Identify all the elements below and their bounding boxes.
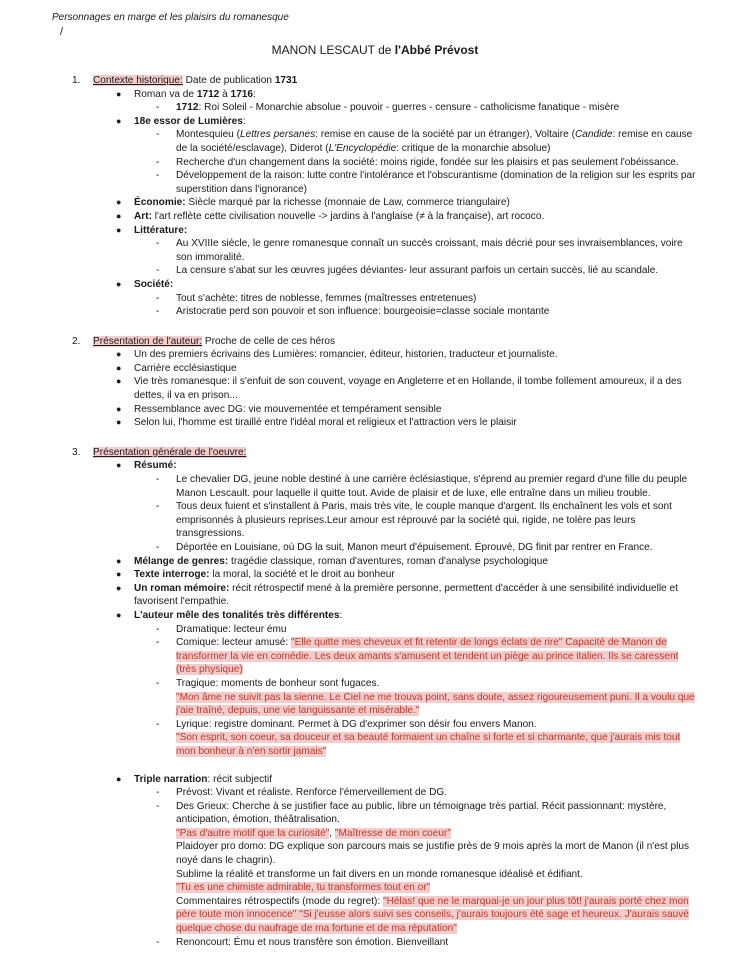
dash-icon: - <box>156 800 160 812</box>
text: récit rétrospectif mené à la première personne, permettent d'accéder à une sensibilité individuelle et favorisent l'empathie. <box>134 582 678 608</box>
list-item <box>0 362 750 376</box>
label: Mélange de genres: <box>134 555 229 567</box>
label: 18e essor de Lumières <box>134 115 243 127</box>
paragraph-line <box>0 895 750 936</box>
dash-icon: - <box>156 474 160 486</box>
text: l'art reflète cette civilisation nouvelle -> jardins à l'anglaise (≠ à la française), art rococo. <box>151 210 545 222</box>
year: 1712 <box>176 102 199 114</box>
spacer <box>0 430 750 444</box>
text: Vie très romanesque: il s'enfuit de son couvent, voyage en Angleterre et en Hollande, il tombe follement amoureux, il a des dettes, il va en prison... <box>134 376 682 402</box>
bullet-icon: ● <box>116 278 122 289</box>
label: Triple narration <box>134 773 208 785</box>
section-subtitle: Date de publication <box>182 75 275 86</box>
sub-list-item <box>0 786 750 800</box>
bullet-icon: ● <box>116 460 122 471</box>
highlighted-quote: "Elle quitte mes cheveux et fit retentir de longs éclats de rire" Capacité de Manon de transformer la vie en comédie. Les deux amants s'amusent et tendent un piège au prince italien. Ils se caressent (très physique) <box>176 637 679 676</box>
text: Le chevalier DG, jeune noble destiné à une carrière éclésiastique, s'éprend au premier regard d'une fille du peuple Manon Lescault. pour laquelle il quitte tout. Avide de plaisir et de luxe, elle entraîne dans un milieu trouble. <box>176 474 688 499</box>
dash-icon: - <box>156 623 160 635</box>
bullet-icon: ● <box>116 582 122 593</box>
sub-list-item <box>0 128 750 155</box>
title-prefix: MANON LESCAUT de <box>271 43 395 57</box>
text: : <box>339 609 343 621</box>
dash-icon: - <box>156 156 160 168</box>
text: Dramatique: lecteur ému <box>176 623 287 635</box>
quote-line <box>0 827 750 841</box>
list-item <box>0 224 750 238</box>
text: : remise en cause de la société/esclavage), Diderot ( <box>176 129 693 154</box>
bullet-icon: ● <box>116 115 122 126</box>
bullet-icon: ● <box>116 349 122 360</box>
label: L'auteur mêle des tonalités très différentes <box>134 609 340 621</box>
spacer <box>0 759 750 773</box>
list-item <box>0 278 750 292</box>
label: Économie: <box>134 197 186 209</box>
list-item <box>0 196 750 210</box>
bullet-icon: ● <box>116 197 122 208</box>
highlighted-quote: "Son esprit, son coeur, sa douceur et sa beauté formaient un chaîne si forte et si charmante, que j'aurais mis tout mon bonheur à n'en sortir jamais" <box>176 732 681 757</box>
text: Plaidoyer pro domo: DG explique son parcours mais se justifie près de 9 mois après la mort de Manon (il n'est plus noyé dans le chagrin). <box>176 841 690 867</box>
spacer <box>0 319 750 333</box>
dash-icon: - <box>156 129 160 141</box>
text: la moral, la société et le droit au bonheur <box>209 569 395 581</box>
highlighted-quote: "Hélas! que ne le marquai-je un jour plus tôt! j'aurais porté chez mon père toute mon innocence" "Si j'eusse alors suivi ses conseils, j'aurais toujours été sage et heureux. J'aurais sauvé quelque chose du naufrage de ma fortune et de ma réputation" <box>176 895 689 935</box>
dash-icon: - <box>156 292 160 304</box>
label: Un roman mémoire: <box>134 582 230 594</box>
text: Un des premiers écrivains des Lumières: romancier, éditeur, historien, traducteur et journaliste. <box>134 349 558 361</box>
text: , <box>329 827 335 839</box>
bullet-icon: ● <box>116 224 122 235</box>
text: tragédie classique, roman d'aventures, roman d'analyse psychologique <box>228 555 549 567</box>
dash-icon: - <box>156 936 160 948</box>
list-item <box>0 88 750 102</box>
quote-line <box>0 691 750 718</box>
sub-list-item <box>0 264 750 278</box>
sub-list-item <box>0 677 750 691</box>
highlighted-quote: "Tu es une chimiste admirable, tu transformes tout en or" <box>176 882 431 894</box>
bullet-icon: ● <box>116 569 122 580</box>
text: : critique de la monarchie absolue) <box>396 142 551 154</box>
text: : Roi Soleil - Monarchie absolue - pouvoir - guerres - censure - catholicisme fanatique - misère <box>198 102 620 114</box>
text: : <box>242 115 246 127</box>
text: Sublime la réalité et transforme un fait divers en un monde romanesque idéalisé et édifiant. <box>176 868 583 880</box>
list-item <box>0 416 750 430</box>
text: Déportée en Louisiane, où DG la suit, Manon meurt d'épuisement. Éprouvé, DG finit par rentrer en France. <box>176 542 653 553</box>
title-author: l'Abbé Prévost <box>394 43 479 57</box>
list-item <box>0 582 750 609</box>
text: Ressemblance avec DG: vie mouvementée et tempérament sensible <box>134 403 442 415</box>
book-title: L'Encyclopédie <box>328 142 397 154</box>
list-item <box>0 403 750 417</box>
section-2-heading <box>0 335 750 349</box>
sub-list-item <box>0 623 750 637</box>
text: Roman va de <box>134 88 197 100</box>
text: Recherche d'un changement dans la société: moins rigide, fondée sur les plaisirs et pas seulement l'obéissance. <box>176 156 679 168</box>
bullet-icon: ● <box>116 210 122 221</box>
sub-list-item <box>0 237 750 264</box>
section-3-heading <box>0 446 750 460</box>
dash-icon: - <box>156 102 160 114</box>
dash-icon: - <box>156 542 160 553</box>
sub-list-item <box>0 292 750 306</box>
section-1-heading <box>0 74 750 88</box>
sub-list-item <box>0 936 750 950</box>
dash-icon: - <box>156 265 160 277</box>
text: Tous deux fuient et s'installent à Paris, mais très vite, le couple manque d'argent. Ils enchaînent les vols et sont emprisonnés à plusieurs reprises.Leur amour est réprouvé par la société qui, rigide, ne tolère pas leurs transgressions. <box>176 501 672 540</box>
bullet-icon: ● <box>116 88 122 99</box>
sub-list-item <box>0 800 750 827</box>
dash-icon: - <box>156 677 160 689</box>
bullet-icon: ● <box>116 773 122 784</box>
list-item <box>0 568 750 582</box>
dash-icon: - <box>156 306 160 318</box>
section-subtitle: Proche de celle de ces héros <box>202 335 336 347</box>
text: Tragique: moments de bonheur sont fugaces. <box>176 677 380 689</box>
sub-list-item <box>0 101 750 115</box>
bullet-icon: ● <box>116 609 122 620</box>
section-title: Présentation de l'auteur: <box>93 335 203 347</box>
text: Siècle marqué par la richesse (monnaie de Law, commerce triangulaire) <box>185 197 510 209</box>
text: Des Grieux: Cherche à se justifier face au public, libre un témoignage très partial. Récit passionnant: mystère, anticipation, émotion, théâtralisation. <box>176 800 667 826</box>
list-item <box>0 375 750 402</box>
paragraph-line <box>0 868 750 882</box>
text: : <box>253 88 256 100</box>
highlighted-quote: "Maîtresse de mon coeur" <box>334 827 451 839</box>
dash-icon: - <box>156 170 160 182</box>
text: Carrière ecclésiastique <box>134 362 237 374</box>
list-item <box>0 115 750 129</box>
dash-icon: - <box>156 501 160 513</box>
text: : remise en cause de la société par un étranger), Voltaire ( <box>315 129 575 141</box>
sub-list-item <box>0 500 750 541</box>
dash-icon: - <box>156 718 160 730</box>
publication-year: 1731 <box>274 75 298 86</box>
list-item <box>0 459 750 473</box>
sub-list-item <box>0 169 750 196</box>
quote-line <box>0 731 750 758</box>
quote-line <box>0 881 750 895</box>
label: Littérature: <box>134 224 188 236</box>
bullet-icon: ● <box>116 403 122 414</box>
text-cursor-mark: / <box>60 26 64 38</box>
book-title: Lettres persanes <box>239 129 316 141</box>
label: Texte interroge: <box>134 569 210 581</box>
sub-list-item <box>0 718 750 732</box>
label: Résumé: <box>134 460 177 472</box>
text: Selon lui, l'homme est tiraillé entre l'idéal moral et religieux et l'attraction vers le plaisir <box>134 417 517 429</box>
text: Développement de la raison: lutte contre l'intolérance et l'obscurantisme (domination de la religion sur les esprits par superstition dans l'ignorance) <box>176 170 696 195</box>
bullet-icon: ● <box>116 376 122 387</box>
text: Commentaires rétrospectifs (mode du regret): <box>176 895 383 907</box>
text: Montesquieu ( <box>176 129 240 141</box>
list-item <box>0 210 750 224</box>
page-title <box>0 43 750 57</box>
bullet-icon: ● <box>116 417 122 428</box>
sub-list-item <box>0 305 750 319</box>
list-item <box>0 348 750 362</box>
text: Au XVIIIe siècle, le genre romanesque connaît un succès croissant, mais décrié pour ses invraisemblances, voire son immoralité. <box>176 238 683 263</box>
section-number: 2. <box>72 335 81 347</box>
document-content <box>0 72 750 949</box>
section-title: Contexte historique: <box>93 75 183 86</box>
highlighted-quote: "Pas d'autre motif que la curiosité" <box>176 827 330 839</box>
list-item <box>0 555 750 569</box>
sub-list-item <box>0 541 750 555</box>
text: La censure s'abat sur les œuvres jugées déviantes- leur assurant parfois un certain succès, lié au scandale. <box>176 265 659 277</box>
paragraph-line <box>0 840 750 867</box>
section-number: 3. <box>72 446 81 458</box>
text: Lyrique: registre dominant. Permet à DG d'exprimer son désir fou envers Manon. <box>176 718 537 730</box>
bullet-icon: ● <box>116 555 122 566</box>
text: Prévost: Vivant et réaliste. Renforce l'émerveillement de DG. <box>176 787 448 799</box>
text: Renoncourt: Ému et nous transfère son émotion. Bienveillant <box>176 936 449 948</box>
sub-list-item <box>0 473 750 500</box>
year: 1716 <box>230 88 254 100</box>
text: : récit subjectif <box>207 773 272 785</box>
sub-list-item <box>0 636 750 677</box>
book-title: Candide <box>574 129 613 141</box>
year: 1712 <box>196 88 220 100</box>
list-item <box>0 773 750 787</box>
label: Art: <box>134 210 152 222</box>
header-note: Personnages en marge et les plaisirs du romanesque <box>52 12 289 23</box>
text: Aristocratie perd son pouvoir et son influence: bourgeoisie=classe sociale montante <box>176 306 550 318</box>
dash-icon: - <box>156 238 160 250</box>
sub-list-item <box>0 156 750 170</box>
text: Comique: lecteur amusé: <box>176 637 292 649</box>
dash-icon: - <box>156 787 160 799</box>
section-number: 1. <box>72 75 81 86</box>
text: à <box>219 88 231 100</box>
dash-icon: - <box>156 637 160 649</box>
list-item <box>0 609 750 623</box>
highlighted-quote: "Mon âme ne suivit pas la sienne. Le Ciel ne me trouva point, sans doute, assez rigoureusement puni. Il a voulu que j'aie traîné, depuis, une vie languissante et misérable." <box>176 691 695 717</box>
label: Société: <box>134 278 174 290</box>
text: Tout s'achète: titres de noblesse, femmes (maîtresses entretenues) <box>176 292 477 304</box>
bullet-icon: ● <box>116 362 122 373</box>
section-title: Présentation générale de l'oeuvre: <box>93 446 247 458</box>
